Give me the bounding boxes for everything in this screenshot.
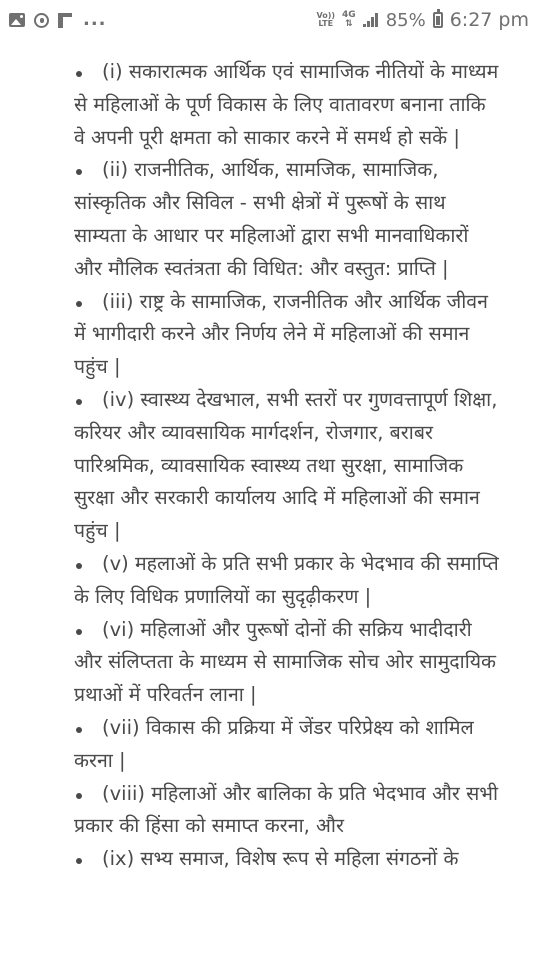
clock: 6:27 pm	[449, 9, 529, 31]
bullet-icon	[76, 858, 82, 864]
list-item-text: (i) सकारात्मक आर्थिक एवं सामाजिक नीतियों के माध्यम से महिलाओं के पूर्ण विकास के लिए वातावरण बनाना ताकि वे अपनी पूरी क्षमता को साकार करने में समर्थ हो सकें |	[74, 60, 499, 149]
bullet-icon	[76, 563, 82, 569]
article-content	[0, 56, 540, 876]
list-item-text: (vii) विकास की प्रक्रिया में जेंडर परिप्रेक्ष्य को शामिल करना |	[74, 715, 474, 772]
volte-indicator	[316, 12, 335, 28]
bullet-icon	[76, 727, 82, 733]
list-item-text: (v) महलाओं के प्रति सभी प्रकार के भेदभाव की समाप्ति के लिए विधिक प्रणालियों का सुदृढ़ीकरण |	[74, 551, 499, 608]
flipboard-icon	[58, 13, 72, 28]
list-item	[74, 548, 502, 614]
list-item-text: (vi) महिलाओं और पुरूषों दोनों की सक्रिय भादीदारी और संलिप्तता के माध्यम से सामाजिक सोच ओर सामुदायिक प्रथाओं में परिवर्तन लाना |	[74, 617, 497, 707]
bullet-icon	[76, 71, 82, 77]
whatsapp-icon	[34, 13, 49, 28]
list-item	[74, 614, 502, 712]
list-item	[74, 56, 502, 154]
list-item-text: (iv) स्वास्थ्य देखभाल, सभी स्तरों पर गुणवत्तापूर्ण शिक्षा, करियर और व्यावसायिक मार्गदर्शन, रोजगार, बराबर पारिश्रमिक, व्यावसायिक स्वास्थ्य तथा सुरक्षा, सामाजिक सुरक्षा और सरकारी कार्यालय आदि में महिलाओं की समान पहुंच |	[74, 387, 498, 543]
battery-percent: 85%	[385, 9, 426, 31]
list-item	[74, 384, 502, 548]
status-bar	[0, 0, 540, 40]
list-item-text: (viii) महिलाओं और बालिका के प्रति भेदभाव और सभी प्रकार की हिंसा को समाप्त करना, और	[74, 781, 499, 838]
list-item	[74, 154, 502, 285]
system-status	[316, 6, 529, 34]
network-type: 4G	[342, 10, 356, 20]
more-notifications: ...	[83, 9, 107, 30]
network-indicator	[342, 11, 356, 29]
list-item-text: (ii) राजनीतिक, आर्थिक, सामजिक, सामाजिक, सांस्कृतिक और सिविल - सभी क्षेत्रों में पुरूषों के साथ साम्यता के आधार पर महिलाओं द्वारा सभी मानवाधिकारों और मौलिक स्वतंत्रता की विधित: और वस्तुत: प्राप्ति |	[74, 158, 469, 280]
list-item-text: (ix) सभ्य समाज, विशेष रूप से महिला संगठनों के	[102, 847, 459, 871]
lte-label: LTE	[318, 19, 334, 28]
bullet-icon	[76, 793, 82, 799]
bullet-icon	[76, 629, 82, 635]
list-item-text: (iii) राष्ट्र के सामाजिक, राजनीतिक और आर्थिक जीवन में भागीदारी करने और निर्णय लेने में महिलाओं की समान पहुंच |	[74, 289, 488, 379]
list-item	[74, 286, 502, 384]
volte-label: Vo))	[316, 11, 336, 20]
battery-charging-icon	[433, 12, 443, 28]
list-item	[74, 843, 502, 876]
bullet-icon	[76, 301, 82, 307]
bullet-icon	[76, 399, 82, 405]
list-item	[74, 712, 502, 778]
gallery-icon	[9, 13, 25, 27]
list-item	[74, 778, 502, 844]
data-arrows-icon: ⇅	[345, 19, 353, 29]
bullet-icon	[76, 169, 82, 175]
notification-icons	[9, 9, 107, 31]
signal-icon	[363, 13, 379, 27]
